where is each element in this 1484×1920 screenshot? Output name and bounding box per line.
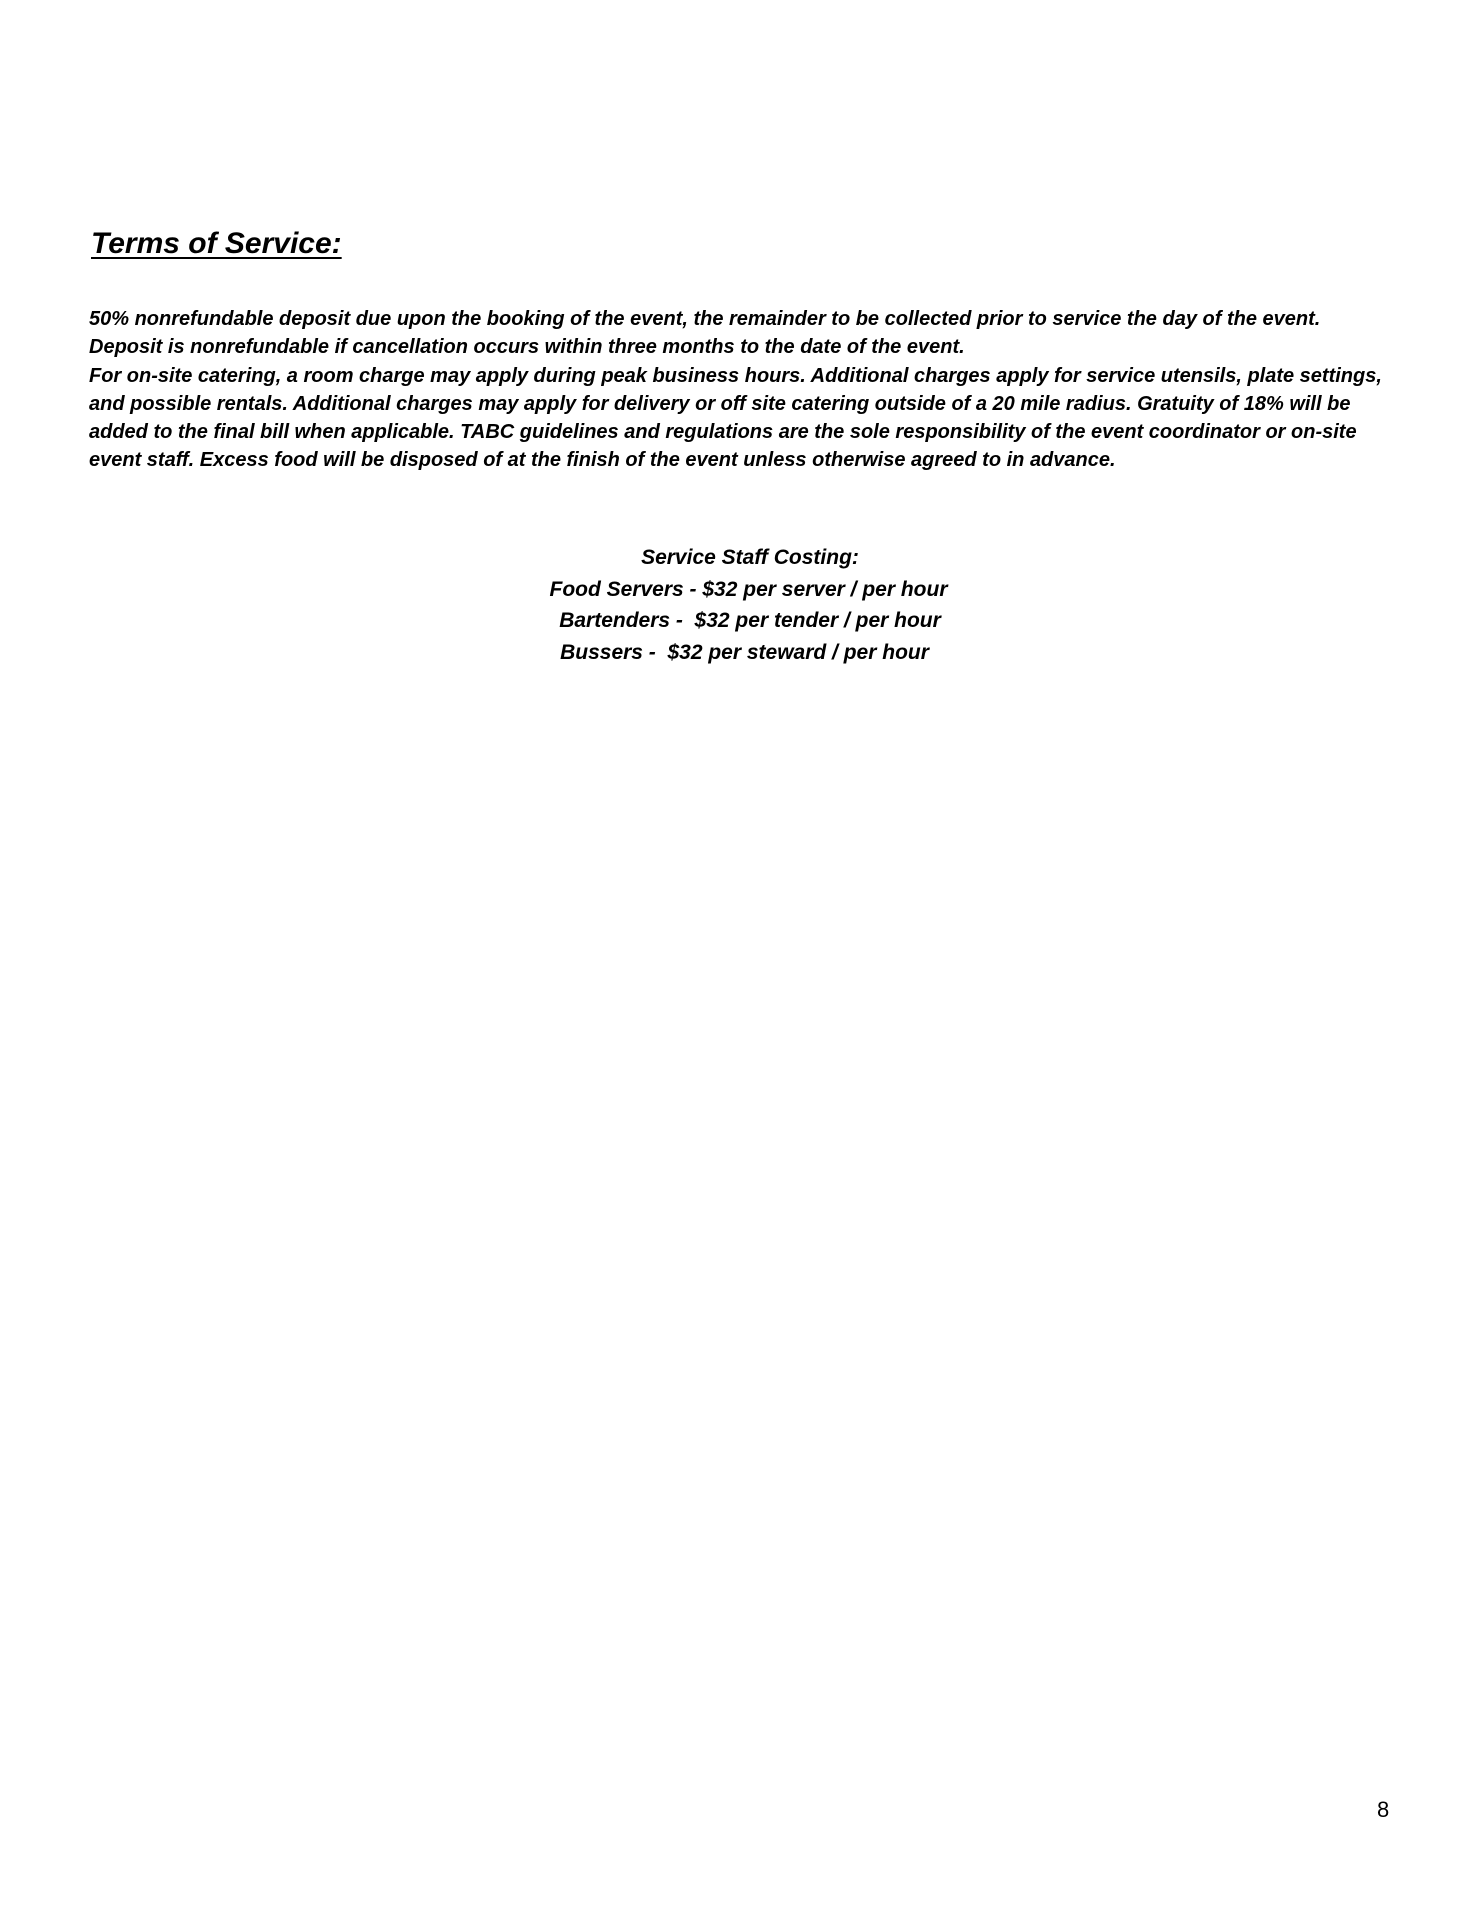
deposit-terms: 50% nonrefundable deposit due upon the booking of the event, the remainder to be collected prior to service the day of the event. [89,308,1321,330]
staff-costing-section [450,542,1050,668]
staff-costing-title: Service Staff Costing: [641,546,859,569]
page-title: Terms of Service: [91,227,342,260]
page-number: 8 [1377,1797,1390,1822]
bartenders-rate: Bartenders - $32 per tender / per hour [559,609,941,632]
catering-terms: For on-site catering, a room charge may apply during peak business hours. Additional charges apply for service utensils, plate settings, and possible rentals. Additional charges may apply for delivery or off site catering outside of a 20 mile radius. Gratuity of 18% will be added to the final bill when applicable. TABC guidelines and regulations are the sole responsibility of the event coordinator or on-site event staff. Excess food will be disposed of at the finish of the event unless otherwise agreed to in advance. [89,364,1382,472]
cancellation-terms: Deposit is nonrefundable if cancellation occurs within three months to the date of the event. [89,336,965,359]
terms-section [89,305,1409,475]
food-servers-rate: Food Servers - $32 per server / per hour [549,577,948,601]
bussers-rate: Bussers - $32 per steward / per hour [560,640,929,664]
